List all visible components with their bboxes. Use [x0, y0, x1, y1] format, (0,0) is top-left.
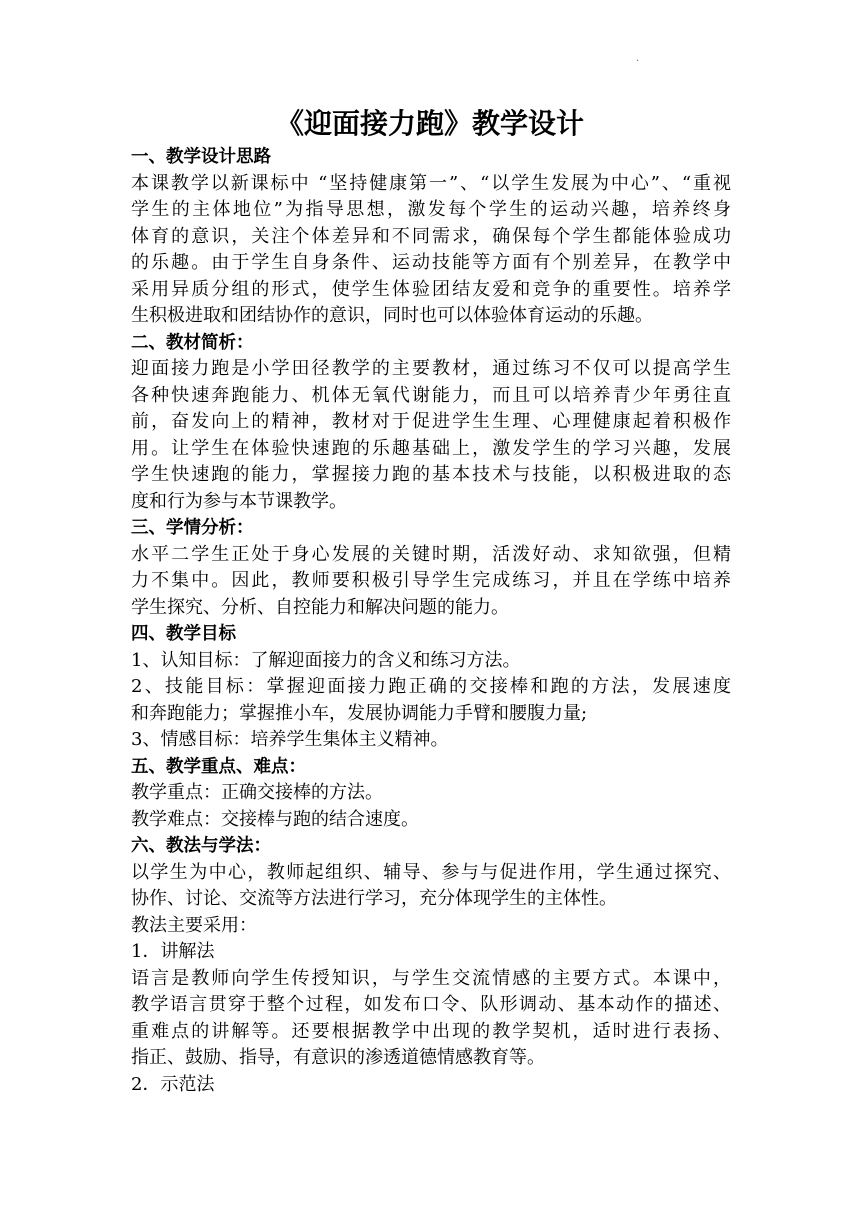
- text-line: 学生的主体地位”为指导思想，激发每个学生的运动兴趣，培养终身: [131, 199, 731, 220]
- text-line: 水平二学生正处于身心发展的关键时期，活泼好动、求知欲强，但精: [131, 543, 731, 565]
- text-line: 3、情感目标：培养学生集体主义精神。: [131, 729, 449, 750]
- text-line: 度和行为参与本节课教学。: [131, 490, 347, 512]
- section-heading: 六、教法与学法：: [131, 836, 271, 856]
- text-line: 采用异质分组的形式，使学生体验团结友爱和竞争的重要性。培养学: [131, 278, 731, 300]
- document-title: 《迎面接力跑》教学设计: [275, 107, 584, 140]
- text-line: 力不集中。因此，教师要积极引导学生完成练习，并且在学练中培养: [131, 570, 731, 591]
- text-line: 学生快速跑的能力，掌握接力跑的基本技术与技能，以积极进取的态: [131, 464, 731, 485]
- corner-mark: .: [636, 53, 640, 64]
- section-heading: 二、教材简析：: [131, 332, 254, 353]
- section-heading: 五、教学重点、难点：: [131, 756, 306, 777]
- text-line: 1、认知目标：了解迎面接力的含义和练习方法。: [131, 649, 521, 671]
- document-body: [131, 144, 731, 1098]
- text-line: 本课教学以新课标中 “坚持健康第一”、“以学生发展为中心”、“重视: [131, 172, 731, 194]
- section-heading: 一、教学设计思路: [131, 147, 271, 167]
- text-line: 重难点的讲解等。还要根据教学中出现的教学契机，适时进行表扬、: [131, 1020, 731, 1042]
- text-line: 教法主要采用：: [131, 914, 257, 936]
- text-line: 生积极进取和团结协作的意识，同时也可以体验体育运动的乐趣。: [131, 305, 653, 326]
- text-line: 1．讲解法: [131, 941, 215, 962]
- text-line: 教学语言贯穿于整个过程，如发布口令、队形调动、基本动作的描述、: [131, 994, 731, 1015]
- text-line: 语言是教师向学生传授知识，与学生交流情感的主要方式。本课中，: [131, 967, 731, 989]
- text-line: 协作、讨论、交流等方法进行学习，充分体现学生的主体性。: [131, 888, 617, 909]
- text-line: 指正、鼓励、指导，有意识的渗透道德情感教育等。: [131, 1047, 545, 1068]
- text-line: 前，奋发向上的精神，教材对于促进学生生理、心理健康起着积极作: [131, 411, 731, 432]
- section-heading: 三、学情分析：: [131, 518, 254, 538]
- text-line: 2、技能目标：掌握迎面接力跑正确的交接棒和跑的方法，发展速度: [131, 676, 731, 697]
- text-line: 用。让学生在体验快速跑的乐趣基础上，激发学生的学习兴趣，发展: [131, 437, 731, 459]
- text-line: 各种快速奔跑能力、机体无氧代谢能力，而且可以培养青少年勇往直: [131, 384, 731, 406]
- text-line: 教学重点：正确交接棒的方法。: [131, 782, 383, 803]
- text-line: 体育的意识，关注个体差异和不同需求，确保每个学生都能体验成功: [131, 225, 731, 247]
- text-line: 和奔跑能力；掌握推小车，发展协调能力手臂和腰腹力量;: [131, 702, 588, 724]
- text-line: 以学生为中心，教师起组织、辅导、参与与促进作用，学生通过探究、: [131, 861, 731, 883]
- text-line: 学生探究、分析、自控能力和解决问题的能力。: [131, 596, 509, 618]
- text-line: 的乐趣。由于学生自身条件、运动技能等方面有个别差异，在教学中: [131, 252, 731, 273]
- text-line: 教学难点：交接棒与跑的结合速度。: [131, 808, 419, 830]
- text-line: 2．示范法: [131, 1073, 215, 1095]
- section-heading: 四、教学目标: [131, 624, 236, 644]
- text-line: 迎面接力跑是小学田径教学的主要教材，通过练习不仅可以提高学生: [131, 358, 731, 379]
